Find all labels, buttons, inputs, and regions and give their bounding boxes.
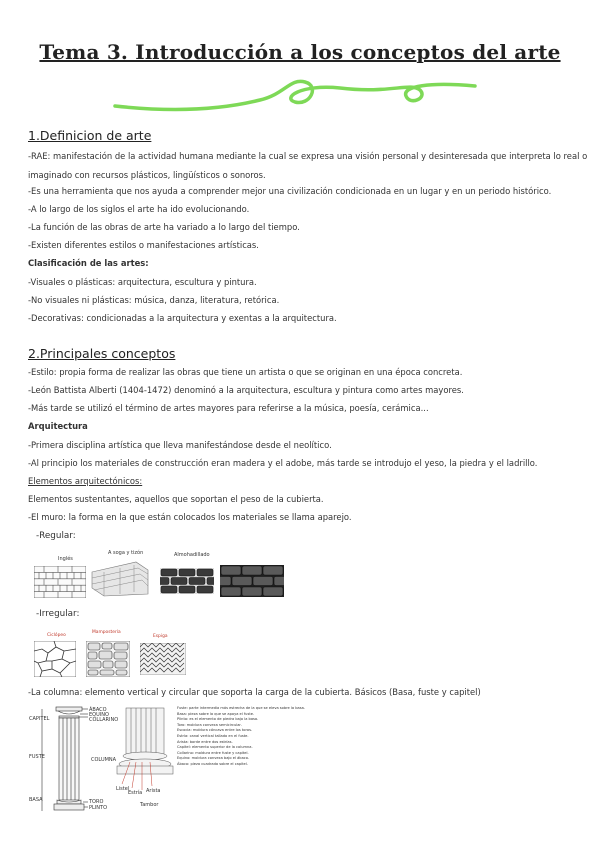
- legend-line: Fuste: parte intermedia más estrecha de la que se eleva sobre la basa.: [177, 706, 305, 710]
- label-regular: -Regular:: [36, 531, 76, 541]
- caption-soga-tizon: A soga y tizón: [108, 550, 144, 556]
- wall-almohadillado-image: [160, 568, 214, 594]
- text-line: -Estilo: propia forma de realizar las obras que tiene un artista o que se originan en una época concreta.: [28, 367, 463, 377]
- legend-line: Arista: borde entre dos estrías.: [177, 739, 233, 744]
- text-line: -León Battista Alberti (1404-1472) denominó a la arquitectura, escultura y pintura como artes mayores.: [28, 385, 464, 395]
- legend-line: Toro: moldura convexa semicircular.: [177, 722, 242, 727]
- caption-ciclopeo: Ciclópeo: [47, 633, 66, 638]
- subheading-arquitectura: Arquitectura: [28, 421, 88, 431]
- text-line: -Existen diferentes estilos o manifestaciones artísticas.: [28, 240, 259, 250]
- text-line: -El muro: la forma en la que están colocados los materiales se llama aparejo.: [28, 512, 352, 522]
- label-tambor: Tambor: [140, 802, 159, 808]
- label-arista: Arista: [146, 788, 161, 794]
- label-toro: TORO: [89, 799, 104, 805]
- wall-ingles-image: [34, 566, 86, 598]
- column-legend: [177, 706, 327, 768]
- text-line: -La función de las obras de arte ha variado a lo largo del tiempo.: [28, 222, 300, 232]
- label-plinto: PLINTO: [89, 805, 108, 811]
- text-line: -No visuales ni plásticas: música, danza, literatura, retórica.: [28, 295, 280, 305]
- legend-line: Plinto: es el elemento de piedra bajo la basa.: [177, 717, 259, 722]
- text-line-columna: -La columna: elemento vertical y circular que soporta la carga de la cubierta. Básicos (Basa, fuste y capitel): [28, 687, 481, 697]
- subheading-clasificacion: Clasificación de las artes:: [28, 258, 149, 268]
- caption-mamposteria: Mampostería: [92, 630, 121, 635]
- legend-line: Basa: pieza sobre la que se apoya el fuste.: [177, 711, 255, 716]
- section-heading-conceptos: 2.Principales conceptos: [28, 346, 176, 361]
- label-irregular: -Irregular:: [36, 609, 80, 619]
- caption-espiga: Espiga: [153, 634, 168, 639]
- legend-line: Equino: moldura convexa bajo el ábaco.: [177, 756, 250, 761]
- label-fuste: FUSTE: [29, 754, 45, 760]
- text-line: Elementos sustentantes, aquellos que soportan el peso de la cubierta.: [28, 494, 324, 504]
- label-collarino: COLLARINO: [89, 717, 119, 723]
- text-line: -Primera disciplina artística que lleva manifestándose desde el neolítico.: [28, 440, 332, 450]
- legend-line: Ábaco: pieza cuadrada sobre el capitel.: [177, 761, 248, 766]
- text-line: -Decorativas: condicionadas a la arquitectura y exentas a la arquitectura.: [28, 313, 337, 323]
- label-listel: Listel: [116, 786, 130, 792]
- label-abaco: ÁBACO: [89, 707, 107, 713]
- subheading-elementos: Elementos arquitectónicos:: [28, 476, 143, 486]
- caption-almohadillado: Almohadillado: [174, 552, 210, 558]
- legend-line: Estría: canal vertical tallado en el fuste.: [177, 733, 249, 738]
- text-line: -Al principio los materiales de construcción eran madera y el adobe, más tarde se introdujo el yeso, la piedra y el ladrillo.: [28, 458, 538, 468]
- label-capitel: CAPITEL: [29, 716, 50, 722]
- text-line: imaginado con recursos plásticos, lingüísticos o sonoros.: [28, 170, 266, 180]
- text-line: -Más tarde se utilizó el término de artes mayores para referirse a la música, poesía, cerámica...: [28, 403, 429, 413]
- wall-ciclopeo-image: [34, 641, 76, 677]
- legend-line: Collarino: moldura entre fuste y capitel.: [177, 750, 249, 755]
- wall-espiga-image: [140, 643, 186, 675]
- decorative-swirl: [110, 76, 480, 116]
- text-line: -RAE: manifestación de la actividad humana mediante la cual se expresa una visión personal y desinteresada que interpreta lo real o: [28, 151, 588, 161]
- legend-line: Escocia: moldura cóncava entre los toros.: [177, 728, 253, 733]
- label-columna: COLUMNA: [91, 757, 117, 763]
- text-line: -Es una herramienta que nos ayuda a comprender mejor una civilización condicionada en un lugar y en un periodo histórico.: [28, 186, 552, 196]
- label-equino: EQUINO: [89, 712, 109, 718]
- wall-mamposteria-image: [86, 641, 130, 677]
- wall-almohadillado-3d-image: [220, 565, 284, 597]
- label-estria: Estría: [128, 790, 143, 796]
- label-basa: BASA: [29, 797, 43, 803]
- wall-soga-tizon-image: [90, 560, 150, 598]
- section-heading-definicion: 1.Definicion de arte: [28, 128, 152, 143]
- legend-line: Capitel: elemento superior de la columna.: [177, 745, 253, 750]
- page-title: Tema 3. Introducción a los conceptos del arte: [39, 40, 561, 64]
- text-line: -A lo largo de los siglos el arte ha ido evolucionando.: [28, 204, 250, 214]
- text-line: -Visuales o plásticas: arquitectura, escultura y pintura.: [28, 277, 257, 287]
- caption-ingles: Inglés: [58, 556, 73, 562]
